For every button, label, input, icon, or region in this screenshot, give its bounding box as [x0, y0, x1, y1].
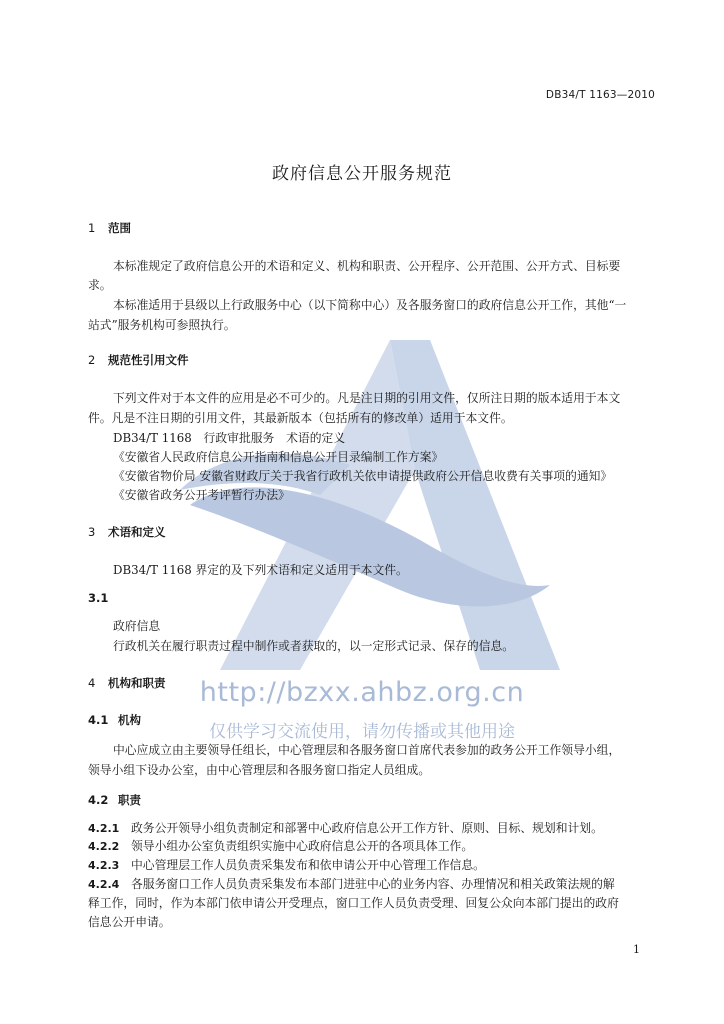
reference-item: DB34/T 1168 行政审批服务 术语的定义 [113, 431, 346, 445]
clause-text: 政务公开领导小组负责制定和部署中心政府信息公开工作方针、原则、目标、规划和计划。 [131, 821, 603, 835]
section-1-title: 范围 [108, 221, 131, 235]
clause-text: 各服务窗口工作人员负责采集发布本部门进驻中心的业务内容、办理情况和相关政策法规的解 [131, 877, 615, 891]
section-2-number: 2 [88, 353, 96, 367]
section-4-heading [88, 675, 166, 691]
section-1-heading [88, 220, 131, 236]
document-title: 政府信息公开服务规范 [272, 164, 452, 184]
watermark-note: 仅供学习交流使用，请勿传播或其他用途 [209, 722, 515, 742]
clause-text: 中心管理层工作人员负责采集发布和依申请公开中心管理工作信息。 [131, 858, 485, 872]
section-2-title: 规范性引用文件 [108, 353, 189, 367]
section-2-heading [88, 352, 189, 368]
section-4-number: 4 [88, 676, 96, 690]
standard-code: DB34/T 1163—2010 [545, 89, 655, 101]
section-1-line: 本标准适用于县级以上行政服务中心（以下简称中心）及各服务窗口的政府信息公开工作，其他“一 [113, 298, 627, 312]
section-4-title: 机构和职责 [108, 676, 166, 690]
term-name: 政府信息 [113, 619, 161, 633]
subsection-4-1-line: 领导小组下设办公室，由中心管理层和各服务窗口指定人员组成。 [88, 763, 431, 777]
section-3-title: 术语和定义 [108, 525, 166, 539]
section-3-intro: DB34/T 1168 界定的及下列术语和定义适用于本文件。 [113, 563, 408, 577]
subsection-4-1-title: 机构 [118, 713, 141, 727]
clause-continuation: 信息公开申请。 [88, 915, 171, 929]
reference-item: 《安徽省物价局 安徽省财政厅关于我省行政机关依申请提供政府公开信息收费有关事项的通知》 [113, 469, 613, 483]
clause-text: 领导小组办公室负责组织实施中心政府信息公开的各项具体工作。 [131, 839, 474, 853]
section-3-number: 3 [88, 525, 96, 539]
subsection-3-1-number: 3.1 [88, 591, 109, 605]
reference-item: 《安徽省人民政府信息公开指南和信息公开目录编制工作方案》 [113, 450, 444, 464]
section-3-heading [88, 524, 166, 540]
subsection-4-2-heading [88, 792, 141, 808]
clause-item [88, 837, 473, 854]
subsection-4-1-number: 4.1 [88, 713, 109, 727]
section-2-line: 下列文件对于本文件的应用是必不可少的。凡是注日期的引用文件，仅所注日期的版本适用于本文 [113, 391, 621, 405]
clause-item [88, 875, 615, 892]
section-1-number: 1 [88, 221, 96, 235]
subsection-4-2-number: 4.2 [88, 793, 109, 807]
term-definition: 行政机关在履行职责过程中制作或者获取的，以一定形式记录、保存的信息。 [113, 639, 515, 653]
clause-item [88, 856, 485, 873]
watermark-url: http://bzxx.ahbz.org.cn [199, 677, 525, 708]
section-1-line: 求。 [88, 278, 112, 292]
clause-number: 4.2.1 [88, 822, 120, 835]
clause-continuation: 释工作，同时，作为本部门依申请公开受理点，窗口工作人员负责受理、回复公众向本部门提出的政府 [88, 896, 619, 910]
section-2-line: 件。凡是不注日期的引用文件，其最新版本（包括所有的修改单）适用于本文件。 [88, 411, 513, 425]
section-1-line: 本标准规定了政府信息公开的术语和定义、机构和职责、公开程序、公开范围、公开方式、目标要 [113, 259, 621, 273]
page-number: 1 [633, 943, 640, 956]
reference-item: 《安徽省政务公开考评暂行办法》 [113, 488, 290, 502]
subsection-4-1-heading [88, 712, 141, 728]
clause-number: 4.2.4 [88, 878, 120, 891]
clause-number: 4.2.2 [88, 840, 120, 853]
subsection-4-1-line: 中心应成立由主要领导任组长，中心管理层和各服务窗口首席代表参加的政务公开工作领导小组， [113, 743, 621, 757]
subsection-4-2-title: 职责 [118, 793, 141, 807]
clause-item [88, 819, 603, 836]
clause-number: 4.2.3 [88, 859, 120, 872]
section-1-line: 站式”服务机构可参照执行。 [88, 318, 236, 332]
